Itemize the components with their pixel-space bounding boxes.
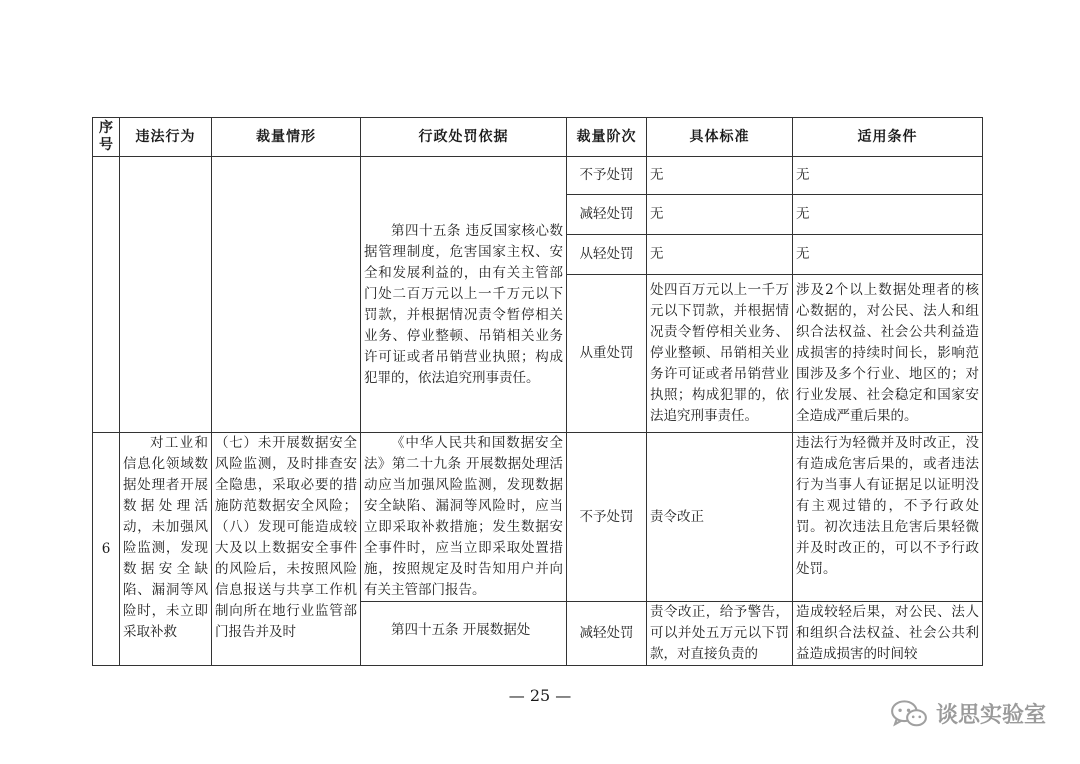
standard-cell: 处四百万元以上一千万元以下罚款，并根据情况责令暂停相关业务、停业整顿、吊销相关业务许可证或者吊销营业执照；构成犯罪的，依法追究刑事责任。 — [647, 275, 793, 433]
level-cell: 减轻处罚 — [567, 195, 647, 235]
watermark — [890, 698, 1046, 729]
standard-cell: 责令改正 — [647, 433, 793, 602]
penalty-discretion-table — [92, 117, 983, 666]
condition-cell: 涉及2个以上数据处理者的核心数据的，对公民、法人和组织合法权益、社会公共利益造成损害的持续时间长，影响范围涉及多个行业、地区的；对行业发展、社会稳定和国家安全造成严重后果的。 — [793, 275, 983, 433]
basis-cell: 《中华人民共和国数据安全法》第二十九条 开展数据处理活动应当加强风险监测，发现数据安全缺陷、漏洞等风险时，应当立即采取补救措施；发生数据安全事件时，应当立即采取处置措施，按照规定及时告知用户并向有关主管部门报告。 — [361, 433, 567, 602]
seq-cell — [93, 157, 120, 433]
level-cell: 不予处罚 — [567, 433, 647, 602]
header-violation: 违法行为 — [120, 118, 212, 157]
violation-cell: 对工业和信息化领域数据处理者开展数据处理活动，未加强风险监测，发现数据安全缺陷、漏洞等风险时，未立即采取补救 — [120, 433, 212, 666]
watermark-text: 谈思实验室 — [935, 703, 1046, 728]
violation-cell — [120, 157, 212, 433]
situation-cell: （七）未开展数据安全风险监测，及时排查安全隐患，采取必要的措施防范数据安全风险；（八）发现可能造成较大及以上数据安全事件的风险后，未按照风险信息报送与共享工作机制向所在地行业监管部门报告并及时 — [212, 433, 361, 666]
header-standard: 具体标准 — [647, 118, 793, 157]
header-condition: 适用条件 — [793, 118, 983, 157]
condition-cell: 无 — [793, 157, 983, 195]
level-cell: 不予处罚 — [567, 157, 647, 195]
header-seq: 序号 — [93, 118, 120, 157]
header-level: 裁量阶次 — [567, 118, 647, 157]
level-cell: 从重处罚 — [567, 275, 647, 433]
situation-cell — [212, 157, 361, 433]
table-header-row — [93, 118, 983, 157]
standard-cell: 无 — [647, 235, 793, 275]
table-row — [93, 433, 983, 602]
standard-cell: 无 — [647, 157, 793, 195]
condition-cell: 造成较轻后果，对公民、法人和组织合法权益、社会公共利益造成损害的时间较 — [793, 602, 983, 666]
header-basis: 行政处罚依据 — [361, 118, 567, 157]
page-number: — 25 — — [508, 686, 572, 705]
wechat-icon — [890, 699, 928, 729]
level-cell: 从轻处罚 — [567, 235, 647, 275]
condition-cell: 无 — [793, 235, 983, 275]
level-cell: 减轻处罚 — [567, 602, 647, 666]
header-situation: 裁量情形 — [212, 118, 361, 157]
basis-cell: 第四十五条 开展数据处 — [361, 602, 567, 666]
table-row — [93, 157, 983, 195]
condition-cell: 违法行为轻微并及时改正，没有造成危害后果的，或者违法行为当事人有证据足以证明没有主观过错的，不予行政处罚。初次违法且危害后果轻微并及时改正的，可以不予行政处罚。 — [793, 433, 983, 602]
standard-cell: 无 — [647, 195, 793, 235]
seq-cell: 6 — [93, 433, 120, 666]
standard-cell: 责令改正，给予警告，可以并处五万元以下罚款，对直接负责的 — [647, 602, 793, 666]
condition-cell: 无 — [793, 195, 983, 235]
basis-cell: 第四十五条 违反国家核心数据管理制度，危害国家主权、安全和发展利益的，由有关主管部门处二百万元以上一千万元以下罚款，并根据情况责令暂停相关业务、停业整顿、吊销相关业务许可证或者吊销营业执照；构成犯罪的，依法追究刑事责任。 — [361, 157, 567, 433]
